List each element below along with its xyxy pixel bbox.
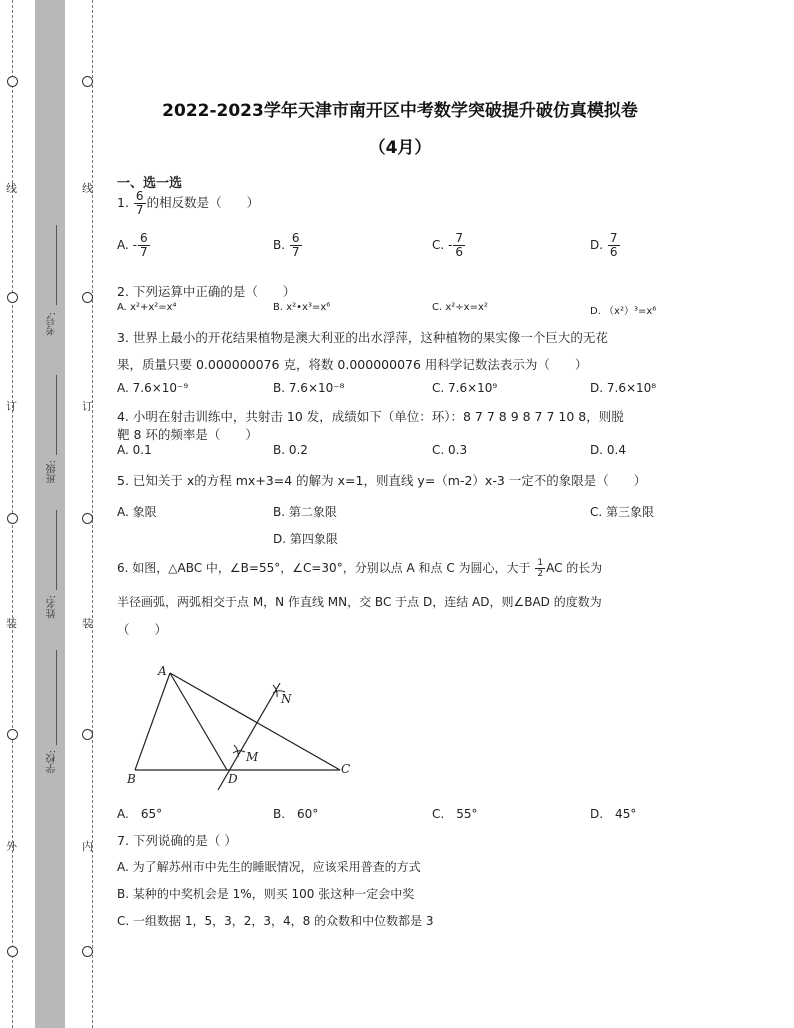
page-subtitle: （4月） [368,138,432,158]
question-7: 7. 下列说确的是（ ） [117,833,237,848]
question-6-line-2: 半径画弧，两弧相交于点 M，N 作直线 MN，交 BC 于点 D，连结 AD，则∠BAD 的度数为 [117,595,602,609]
binding-band [35,0,65,1028]
question-4-line-1: 4. 小明在射击训练中，共射击 10 发，成绩如下（单位：环）：8 7 7 8 9 8 7 7 10 8，则脱 [117,409,624,424]
option-a: A. 为了解苏州市中先生的睡眠情况，应该采用普查的方式 [117,860,421,874]
option-d: D. （x²）³=x⁶ [590,306,657,317]
option-b: B. 某种的中奖机会是 1%，则买 100 张这种一定会中奖 [117,887,415,901]
option-c: C. - $\frac{7}{6}$ [432,231,463,259]
option-c: C. x²÷x=x² [432,302,488,313]
option-d: D. $\frac{7}{6}$ [590,231,618,259]
label-d: D [228,772,238,786]
label-m: M [246,750,259,764]
segment-ab [135,673,170,770]
seal-char: 装 [6,617,17,630]
question-number: 1. [117,195,129,210]
option-a: A. 象限 [117,505,157,519]
seal-char: 订 [6,400,17,413]
field-blank-line [56,225,57,305]
option-a: A. 7.6×10⁻⁹ [117,381,189,395]
seal-char: 内 [82,840,93,853]
option-c: C. 7.6×10⁹ [432,381,498,395]
seal-char: 订 [82,400,93,413]
hole-circle [82,513,93,524]
hole-circle [7,729,18,740]
seal-char: 线 [6,182,17,195]
question-1 [117,190,259,217]
option-b: B. 7.6×10⁻⁸ [273,381,345,395]
option-d: D. 第四象限 [273,532,338,546]
field-label-exam-no: 考号: [47,312,58,336]
option-c: C. 0.3 [432,443,468,457]
option-a: A. 65° [117,807,163,821]
hole-circle [7,513,18,524]
option-b: B. $\frac{6}{7}$ [273,231,300,259]
hole-circle [7,76,18,87]
field-label-name: 姓名: [47,595,58,619]
triangle-figure [115,655,365,795]
option-a: A. - $\frac{6}{7}$ [117,231,148,259]
option-c: C. 55° [432,807,478,821]
option-a: A. x²+x²=x⁴ [117,302,177,313]
hole-circle [82,292,93,303]
option-b: B. 60° [273,807,319,821]
question-6-line-3: （ ） [117,622,168,637]
question-4-line-2: 靶 8 环的频率是（ ） [117,427,258,442]
field-blank-line [56,510,57,590]
label-a: A [158,664,167,678]
field-blank-line [56,650,57,745]
hole-circle [7,292,18,303]
field-label-class: 班级: [47,460,58,484]
label-n: N [281,692,292,706]
option-a: A. 0.1 [117,443,152,457]
seal-char: 线 [82,182,93,195]
page-title: 2022-2023学年天津市南开区中考数学突破提升破仿真模拟卷 [162,101,638,121]
segment-ad [170,673,227,770]
hole-circle [82,729,93,740]
fraction: $\frac{6}{7}$ [135,189,144,217]
option-c: C. 一组数据 1，5，3，2，3，4，8 的众数和中位数都是 3 [117,914,434,928]
question-2: 2. 下列运算中正确的是（ ） [117,284,296,299]
seal-char: 外 [6,840,17,853]
seal-char: 装 [82,617,93,630]
margin-dashed-line-inner [92,0,93,1028]
question-3-line-1: 3. 世界上最小的开花结果植物是澳大利亚的出水浮萍，这种植物的果实像一个巨大的无花 [117,330,608,345]
option-b: B. 0.2 [273,443,308,457]
question-6-line-1: 6. 如图，△ABC 中，∠B=55°，∠C=30°，分别以点 A 和点 C 为圆心，大于 $\frac{1}{2}$ AC 的长为 [117,558,603,579]
field-blank-line [56,375,57,455]
label-c: C [341,762,351,776]
fraction: $\frac{1}{2}$ [537,558,544,579]
label-b: B [127,772,136,786]
question-3-line-2: 果，质量只要 0.000000076 克，将数 0.000000076 用科学记数法表示为（ ） [117,357,588,372]
option-b: B. 第二象限 [273,505,337,519]
option-b: B. x²•x³=x⁶ [273,302,331,313]
option-d: D. 7.6×10⁸ [590,381,657,395]
hole-circle [82,946,93,957]
question-text: 的相反数是（ ） [146,195,260,210]
hole-circle [7,946,18,957]
option-c: C. 第三象限 [590,505,655,519]
hole-circle [82,76,93,87]
option-d: D. 0.4 [590,443,626,457]
question-5: 5. 已知关于 x的方程 mx+3=4 的解为 x=1，则直线 y=（m-2）x-3 一定不的象限是（ ） [117,473,647,488]
option-d: D. 45° [590,807,637,821]
field-label-school: 学校: [47,750,58,774]
section-title: 一、选一选 [117,176,183,191]
